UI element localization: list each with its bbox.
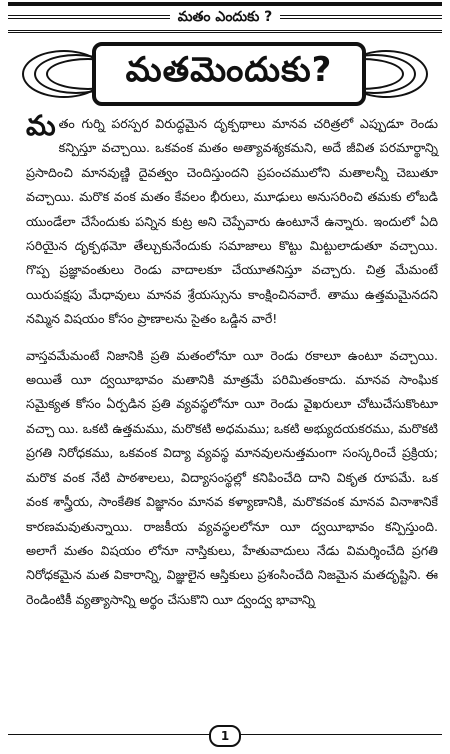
body-text <box>26 109 438 612</box>
title-box <box>92 42 366 106</box>
footer <box>8 729 442 751</box>
paragraph-2: వాస్తవమేమంటే నిజానికి ప్రతి మతంలోనూ యీ రెండు రకాలూ ఉంటూ వచ్చాయి. అయితే యీ ద్వయీభావం మతానికి మాత్రమే పరిమితంకాదు. మానవ సాంఘిక సమైక్యత కోసం ఏర్పడిన ప్రతి వ్యవస్థలోనూ యీ రెండు వైఖరులూ చోటుచేసుకొంటూ వచ్చా యి. ఒకటి ఉత్తమము, మరొకటి అధమము; ఒకటి అభ్యుదయకరము, మరొకటి ప్రగతి నిరోధకము, ఒకవంక విద్యా వ్యవస్థ మానవులనుత్తమంగా సంస్కరించే ప్రక్రియ; మరొక వంక నేటి పాఠశాలలు, విద్యాసంస్థల్లో కనిపించేది దాని వికృత రూపమే. ఒక వంక శాస్త్రీయ, సాంకేతిక విజ్ఞానం మానవ కళ్యాణానికి, మరొకవంక మానవ వినాశానికే కారణమవుతున్నాయి. రాజకీయ వ్యవస్థలలోనూ యీ ద్వయీభావం కన్పిస్తుంది. అలాగే మతం విషయం లోనూ నాస్తికులు, హేతువాదులు నేడు విమర్శించేది ప్రగతి నిరోధకమైన మత వికారాన్ని, విజ్ఞులైన ఆస్తికులు ప్రశంసించేది నిజమైన మతదృష్టిని. ఈ రెండింటికీ వ్యత్యాసాన్ని అర్థం చేసుకొని యీ ద్వంద్వ భావాన్ని <box>26 347 438 607</box>
paragraph-1 <box>26 109 438 332</box>
drop-cap: మ <box>26 109 56 142</box>
chapter-title: మతమెందుకు? <box>125 50 333 90</box>
title-banner <box>22 40 428 104</box>
page-number: 1 <box>209 725 241 747</box>
running-title: మతం ఎందుకు ? <box>170 9 281 28</box>
paragraph-1-text: తం గుర్ని పరస్పర విరుద్ధమైన దృక్పథాలు మానవ చరిత్రలో ఎప్పుడూ రెండు కన్పిస్తూ వచ్చాయి. ఒకవంక మతం అత్యావశ్యకమని, అదే జీవిత పరమార్థాన్ని ప్రసాదించి మానవుణ్ణి దైవత్వం చెందిస్తుందని ప్రపంచములోని మతాలన్నీ చెబుతూ వచ్చాయి. మరొక వంక మతం కేవలం భీరులు, మూఢులు అనుసరించి తమకు లోబడి యుండేలా చేసేందుకు పన్నిన కుట్ర అని చెప్పేవారు ఉంటూనే ఉన్నారు. ఇందులో ఏది సరియైన దృక్పథమో తేల్చుకునేందుకు సమాజాలు కొట్టు మిట్టులాడుతూ వచ్చాయి. గొప్ప ప్రజ్ఞావంతులు రెండు వాదాలకూ చేయూతనిస్తూ వచ్చారు. చిత్ర మేమంటే యిరుపక్షపు మేధావులు మానవ శ్రేయస్సును కాంక్షించినవారే. తాము ఉత్తమమైనదని నమ్మిన విషయం కోసం ప్రాణాలను సైతం ఒడ్డిన వారే! <box>26 116 438 327</box>
running-header <box>8 2 442 33</box>
